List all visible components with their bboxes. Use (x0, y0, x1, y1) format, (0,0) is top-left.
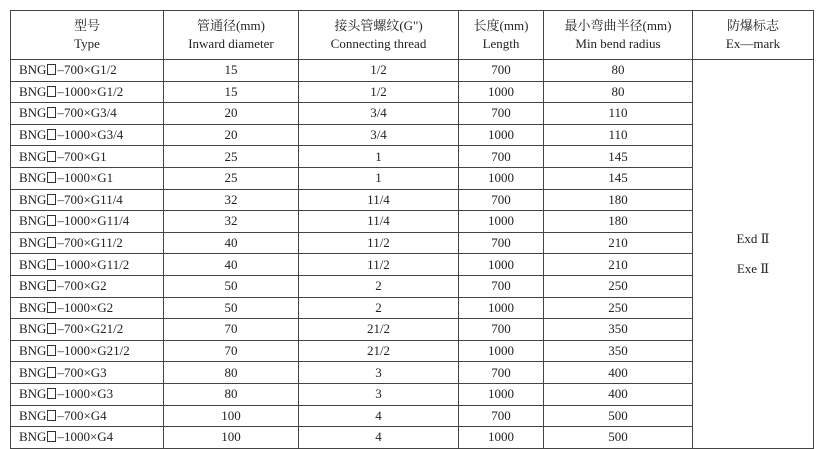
type-suffix: –1000×G2 (57, 299, 114, 315)
cell-length: 700 (459, 103, 544, 125)
table-header (11, 11, 814, 60)
cell-inward-diameter: 25 (164, 167, 299, 189)
cell-type (11, 146, 164, 168)
cell-connecting-thread: 4 (299, 405, 459, 427)
cell-connecting-thread: 4 (299, 427, 459, 449)
cell-length: 1000 (459, 297, 544, 319)
cell-inward-diameter: 20 (164, 124, 299, 146)
cell-min-bend-radius: 400 (544, 383, 693, 405)
cell-length: 1000 (459, 211, 544, 233)
type-prefix: BNG (19, 191, 47, 207)
cell-length: 700 (459, 405, 544, 427)
placeholder-box-icon (47, 388, 56, 399)
cell-inward-diameter: 40 (164, 232, 299, 254)
cell-min-bend-radius: 250 (544, 275, 693, 297)
cell-type (11, 103, 164, 125)
cell-length: 700 (459, 362, 544, 384)
cell-inward-diameter: 80 (164, 362, 299, 384)
cell-min-bend-radius: 110 (544, 103, 693, 125)
placeholder-box-icon (47, 107, 56, 118)
placeholder-box-icon (47, 129, 56, 140)
type-suffix: –1000×G3 (57, 386, 114, 402)
type-suffix: –700×G3/4 (57, 105, 117, 121)
cell-min-bend-radius: 180 (544, 189, 693, 211)
spec-table (10, 10, 814, 449)
type-suffix: –1000×G1/2 (57, 83, 124, 99)
type-prefix: BNG (19, 148, 47, 164)
cell-inward-diameter: 70 (164, 319, 299, 341)
type-prefix: BNG (19, 62, 47, 78)
type-suffix: –1000×G11/2 (57, 256, 130, 272)
placeholder-box-icon (47, 237, 56, 248)
type-suffix: –1000×G21/2 (57, 343, 130, 359)
cell-connecting-thread: 11/4 (299, 211, 459, 233)
cell-min-bend-radius: 110 (544, 124, 693, 146)
cell-type (11, 232, 164, 254)
table-body (11, 60, 814, 449)
placeholder-box-icon (47, 215, 56, 226)
cell-connecting-thread: 11/2 (299, 232, 459, 254)
cell-length: 1000 (459, 124, 544, 146)
cell-connecting-thread: 11/4 (299, 189, 459, 211)
type-prefix: BNG (19, 321, 47, 337)
placeholder-box-icon (47, 302, 56, 313)
placeholder-box-icon (47, 280, 56, 291)
cell-type (11, 167, 164, 189)
cell-type (11, 319, 164, 341)
type-suffix: –700×G1 (57, 148, 107, 164)
header-inward-diameter: 管通径(mm) Inward diameter (164, 11, 299, 60)
header-min-bend-radius: 最小弯曲半径(mm) Min bend radius (544, 11, 693, 60)
type-prefix: BNG (19, 429, 47, 445)
table-row (11, 60, 814, 82)
type-prefix: BNG (19, 235, 47, 251)
cell-inward-diameter: 100 (164, 427, 299, 449)
cell-length: 700 (459, 189, 544, 211)
placeholder-box-icon (47, 194, 56, 205)
cell-min-bend-radius: 350 (544, 319, 693, 341)
cell-min-bend-radius: 210 (544, 254, 693, 276)
cell-ex-mark (693, 60, 814, 449)
cell-inward-diameter: 50 (164, 297, 299, 319)
type-suffix: –1000×G11/4 (57, 213, 130, 229)
cell-type (11, 297, 164, 319)
cell-connecting-thread: 3 (299, 362, 459, 384)
cell-min-bend-radius: 80 (544, 60, 693, 82)
placeholder-box-icon (47, 367, 56, 378)
cell-type (11, 362, 164, 384)
cell-length: 1000 (459, 427, 544, 449)
type-suffix: –700×G4 (57, 407, 107, 423)
cell-connecting-thread: 1/2 (299, 81, 459, 103)
type-suffix: –700×G11/2 (57, 235, 123, 251)
cell-type (11, 81, 164, 103)
cell-connecting-thread: 3/4 (299, 103, 459, 125)
type-prefix: BNG (19, 170, 47, 186)
cell-type (11, 427, 164, 449)
cell-min-bend-radius: 80 (544, 81, 693, 103)
cell-length: 1000 (459, 383, 544, 405)
cell-min-bend-radius: 500 (544, 405, 693, 427)
cell-length: 700 (459, 319, 544, 341)
cell-inward-diameter: 32 (164, 211, 299, 233)
cell-inward-diameter: 70 (164, 340, 299, 362)
type-prefix: BNG (19, 386, 47, 402)
cell-length: 700 (459, 60, 544, 82)
header-type: 型号 Type (11, 11, 164, 60)
cell-inward-diameter: 40 (164, 254, 299, 276)
type-suffix: –1000×G1 (57, 170, 114, 186)
cell-length: 700 (459, 275, 544, 297)
type-prefix: BNG (19, 299, 47, 315)
cell-type (11, 275, 164, 297)
cell-connecting-thread: 1 (299, 167, 459, 189)
type-prefix: BNG (19, 256, 47, 272)
type-prefix: BNG (19, 343, 47, 359)
placeholder-box-icon (47, 345, 56, 356)
cell-min-bend-radius: 350 (544, 340, 693, 362)
type-prefix: BNG (19, 278, 47, 294)
type-suffix: –700×G2 (57, 278, 107, 294)
cell-type (11, 189, 164, 211)
cell-type (11, 60, 164, 82)
ex-mark-value: Exe Ⅱ (736, 260, 770, 276)
cell-connecting-thread: 11/2 (299, 254, 459, 276)
cell-type (11, 254, 164, 276)
placeholder-box-icon (47, 64, 56, 75)
cell-inward-diameter: 80 (164, 383, 299, 405)
cell-min-bend-radius: 250 (544, 297, 693, 319)
cell-inward-diameter: 15 (164, 60, 299, 82)
cell-inward-diameter: 15 (164, 81, 299, 103)
placeholder-box-icon (47, 172, 56, 183)
cell-inward-diameter: 32 (164, 189, 299, 211)
cell-min-bend-radius: 500 (544, 427, 693, 449)
type-prefix: BNG (19, 105, 47, 121)
cell-inward-diameter: 100 (164, 405, 299, 427)
cell-connecting-thread: 2 (299, 297, 459, 319)
type-suffix: –1000×G4 (57, 429, 114, 445)
type-prefix: BNG (19, 127, 47, 143)
cell-connecting-thread: 3/4 (299, 124, 459, 146)
placeholder-box-icon (47, 151, 56, 162)
cell-min-bend-radius: 210 (544, 232, 693, 254)
placeholder-box-icon (47, 323, 56, 334)
cell-type (11, 211, 164, 233)
type-suffix: –700×G3 (57, 364, 107, 380)
cell-connecting-thread: 1 (299, 146, 459, 168)
cell-min-bend-radius: 145 (544, 146, 693, 168)
type-suffix: –1000×G3/4 (57, 127, 124, 143)
cell-type (11, 383, 164, 405)
placeholder-box-icon (47, 410, 56, 421)
cell-min-bend-radius: 145 (544, 167, 693, 189)
header-ex-mark: 防爆标志 Ex—mark (693, 11, 814, 60)
cell-length: 1000 (459, 254, 544, 276)
placeholder-box-icon (47, 259, 56, 270)
cell-inward-diameter: 20 (164, 103, 299, 125)
cell-inward-diameter: 50 (164, 275, 299, 297)
type-prefix: BNG (19, 407, 47, 423)
cell-connecting-thread: 3 (299, 383, 459, 405)
header-connecting-thread: 接头管螺纹(G") Connecting thread (299, 11, 459, 60)
type-suffix: –700×G11/4 (57, 191, 123, 207)
cell-type (11, 124, 164, 146)
type-prefix: BNG (19, 364, 47, 380)
cell-min-bend-radius: 400 (544, 362, 693, 384)
cell-connecting-thread: 21/2 (299, 340, 459, 362)
type-prefix: BNG (19, 213, 47, 229)
cell-length: 1000 (459, 81, 544, 103)
cell-length: 700 (459, 232, 544, 254)
cell-length: 1000 (459, 167, 544, 189)
placeholder-box-icon (47, 86, 56, 97)
cell-connecting-thread: 21/2 (299, 319, 459, 341)
ex-mark-value: Exd Ⅱ (736, 230, 770, 246)
type-suffix: –700×G21/2 (57, 321, 124, 337)
cell-length: 700 (459, 146, 544, 168)
cell-connecting-thread: 2 (299, 275, 459, 297)
cell-min-bend-radius: 180 (544, 211, 693, 233)
header-length: 长度(mm) Length (459, 11, 544, 60)
cell-length: 1000 (459, 340, 544, 362)
type-prefix: BNG (19, 83, 47, 99)
cell-connecting-thread: 1/2 (299, 60, 459, 82)
cell-type (11, 340, 164, 362)
cell-type (11, 405, 164, 427)
type-suffix: –700×G1/2 (57, 62, 117, 78)
cell-inward-diameter: 25 (164, 146, 299, 168)
spec-table-container (10, 10, 813, 449)
